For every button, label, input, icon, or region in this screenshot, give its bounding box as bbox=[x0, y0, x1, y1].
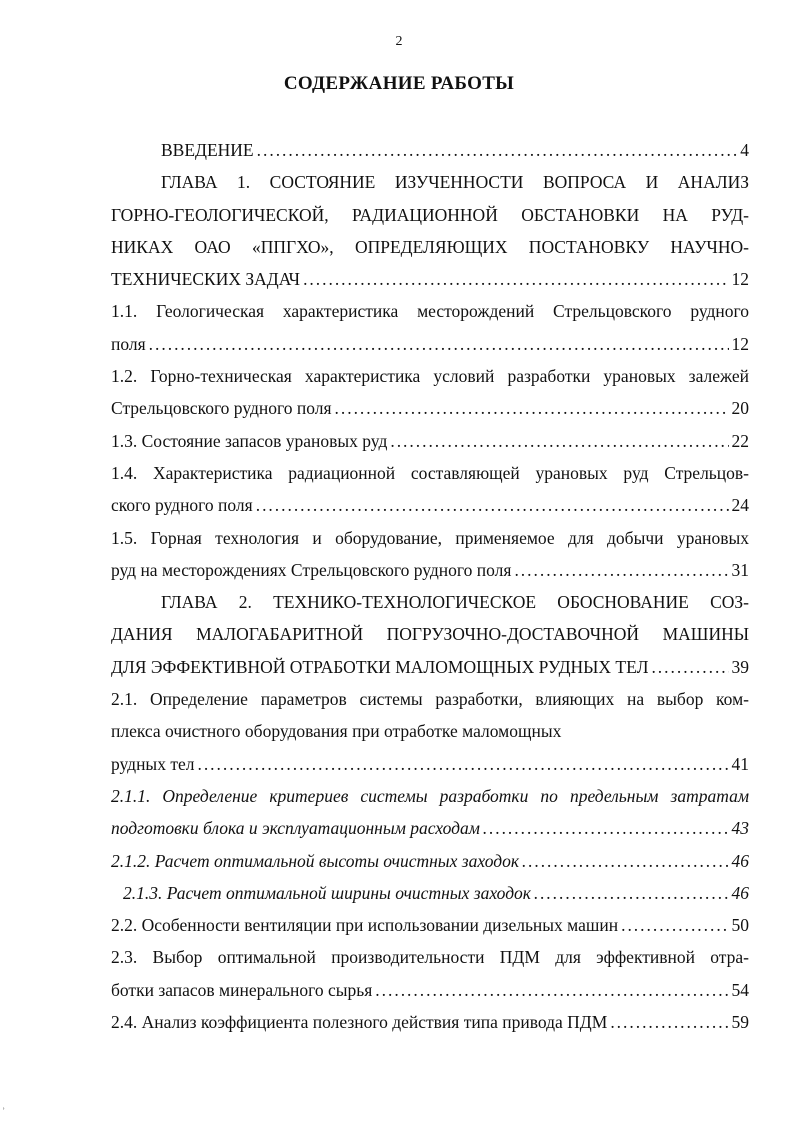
toc-text-line bbox=[111, 715, 749, 747]
toc-page-number: 54 bbox=[731, 979, 749, 1000]
toc-page-number: 12 bbox=[731, 269, 749, 290]
toc-entry-title: ТЕХНИЧЕСКИХ ЗАДАЧ bbox=[111, 269, 301, 290]
toc-leader-dots bbox=[534, 877, 729, 909]
toc-entry bbox=[111, 845, 749, 877]
toc-line-text: 1.2. Горно-техническая характеристика условий разработки урановых залежей bbox=[111, 366, 749, 387]
toc-entry-title: 2.1.2. Расчет оптимальной высоты очистных заходок bbox=[111, 850, 520, 871]
toc-text-line bbox=[111, 166, 749, 198]
table-of-contents bbox=[111, 134, 749, 1038]
toc-line-text: 2.1.1. Определение критериев системы разработки по предельным затратам bbox=[111, 785, 749, 806]
toc-entry bbox=[111, 651, 749, 683]
toc-entry-title: 2.2. Особенности вентиляции при использовании дизельных машин bbox=[111, 915, 619, 936]
toc-entry bbox=[111, 263, 749, 295]
toc-text-line bbox=[111, 360, 749, 392]
toc-text-line bbox=[111, 231, 749, 263]
toc-line-text: ГЛАВА 2. ТЕХНИКО-ТЕХНОЛОГИЧЕСКОЕ ОБОСНОВАНИЕ СОЗ- bbox=[161, 592, 749, 613]
toc-text-line bbox=[111, 941, 749, 973]
toc-entry-title: Стрельцовского рудного поля bbox=[111, 398, 332, 419]
toc-leader-dots bbox=[651, 651, 728, 683]
toc-line-text: ДАНИЯ МАЛОГАБАРИТНОЙ ПОГРУЗОЧНО-ДОСТАВОЧНОЙ МАШИНЫ bbox=[111, 624, 749, 645]
toc-line-text: НИКАХ ОАО «ППГХО», ОПРЕДЕЛЯЮЩИХ ПОСТАНОВКУ НАУЧНО- bbox=[111, 236, 749, 257]
page-title: СОДЕРЖАНИЕ РАБОТЫ bbox=[283, 73, 515, 94]
toc-entry bbox=[111, 974, 749, 1006]
toc-leader-dots bbox=[514, 554, 728, 586]
toc-text-line bbox=[111, 295, 749, 327]
toc-leader-dots bbox=[390, 425, 728, 457]
toc-text-line bbox=[111, 457, 749, 489]
toc-entry bbox=[111, 134, 749, 166]
toc-leader-dots bbox=[197, 748, 728, 780]
toc-entry-title: подготовки блока и эксплуатационным расходам bbox=[111, 818, 480, 839]
toc-entry bbox=[111, 554, 749, 586]
toc-entry-title: 2.1.3. Расчет оптимальной ширины очистных заходок bbox=[123, 882, 531, 903]
toc-page-number: 39 bbox=[731, 656, 749, 677]
toc-entry-title: ДЛЯ ЭФФЕКТИВНОЙ ОТРАБОТКИ МАЛОМОЩНЫХ РУДНЫХ ТЕЛ bbox=[111, 656, 649, 677]
toc-entry-title: 2.4. Анализ коэффициента полезного действия типа привода ПДМ bbox=[111, 1012, 608, 1033]
toc-text-line bbox=[111, 199, 749, 231]
toc-page-number: 50 bbox=[731, 915, 749, 936]
toc-leader-dots bbox=[257, 134, 738, 166]
toc-line-text: 1.4. Характеристика радиационной составляющей урановых руд Стрельцов- bbox=[111, 462, 749, 483]
toc-leader-dots bbox=[303, 263, 728, 295]
toc-leader-dots bbox=[256, 489, 729, 521]
toc-page-number: 59 bbox=[731, 1012, 749, 1033]
toc-entry bbox=[111, 812, 749, 844]
toc-text-line bbox=[111, 683, 749, 715]
toc-entry-title: ского рудного поля bbox=[111, 495, 253, 516]
toc-line-text: 2.3. Выбор оптимальной производительности ПДМ для эффективной отра- bbox=[111, 947, 749, 968]
toc-leader-dots bbox=[149, 328, 729, 360]
toc-entry bbox=[111, 877, 749, 909]
toc-page-number: 20 bbox=[731, 398, 749, 419]
toc-line-text: 1.5. Горная технология и оборудование, применяемое для добычи урановых bbox=[111, 527, 749, 548]
toc-page-number: 12 bbox=[731, 333, 749, 354]
toc-text-line bbox=[111, 780, 749, 812]
toc-page-number: 43 bbox=[731, 818, 749, 839]
toc-entry-title: ботки запасов минерального сырья bbox=[111, 979, 373, 1000]
toc-line-text: 2.1. Определение параметров системы разработки, влияющих на выбор ком- bbox=[111, 689, 749, 710]
toc-page-number: 4 bbox=[740, 140, 749, 160]
toc-entry-title: руд на месторождениях Стрельцовского рудного поля bbox=[111, 559, 512, 580]
scan-mark: ʾ bbox=[2, 1107, 6, 1118]
toc-page-number: 24 bbox=[731, 495, 749, 516]
toc-leader-dots bbox=[483, 812, 729, 844]
toc-line-text: ГЛАВА 1. СОСТОЯНИЕ ИЗУЧЕННОСТИ ВОПРОСА И АНАЛИЗ bbox=[161, 172, 749, 193]
page-number: 2 bbox=[395, 34, 403, 49]
toc-text-line bbox=[111, 522, 749, 554]
toc-page-number: 46 bbox=[731, 882, 749, 903]
toc-page-number: 22 bbox=[731, 430, 749, 451]
toc-leader-dots bbox=[522, 845, 728, 877]
toc-text-line bbox=[111, 618, 749, 650]
toc-entry-title: ВВЕДЕНИЕ bbox=[161, 140, 254, 160]
toc-line-text: плекса очистного оборудования при отработке маломощных bbox=[111, 721, 562, 742]
toc-entry bbox=[111, 489, 749, 521]
toc-text-line bbox=[111, 586, 749, 618]
toc-page-number: 41 bbox=[731, 753, 749, 774]
toc-entry-title: рудных тел bbox=[111, 753, 195, 774]
toc-page-number: 31 bbox=[731, 559, 749, 580]
toc-leader-dots bbox=[610, 1006, 728, 1038]
toc-entry bbox=[111, 425, 749, 457]
toc-page-number: 46 bbox=[731, 850, 749, 871]
toc-entry bbox=[111, 909, 749, 941]
toc-leader-dots bbox=[335, 392, 729, 424]
toc-leader-dots bbox=[375, 974, 728, 1006]
toc-leader-dots bbox=[621, 909, 728, 941]
toc-line-text: 1.1. Геологическая характеристика месторождений Стрельцовского рудного bbox=[111, 301, 749, 322]
toc-entry bbox=[111, 392, 749, 424]
toc-line-text: ГОРНО-ГЕОЛОГИЧЕСКОЙ, РАДИАЦИОННОЙ ОБСТАНОВКИ НА РУД- bbox=[111, 204, 749, 225]
toc-entry-title: поля bbox=[111, 333, 146, 354]
toc-entry bbox=[111, 328, 749, 360]
toc-entry-title: 1.3. Состояние запасов урановых руд bbox=[111, 430, 388, 451]
toc-entry bbox=[111, 748, 749, 780]
toc-entry bbox=[111, 1006, 749, 1038]
